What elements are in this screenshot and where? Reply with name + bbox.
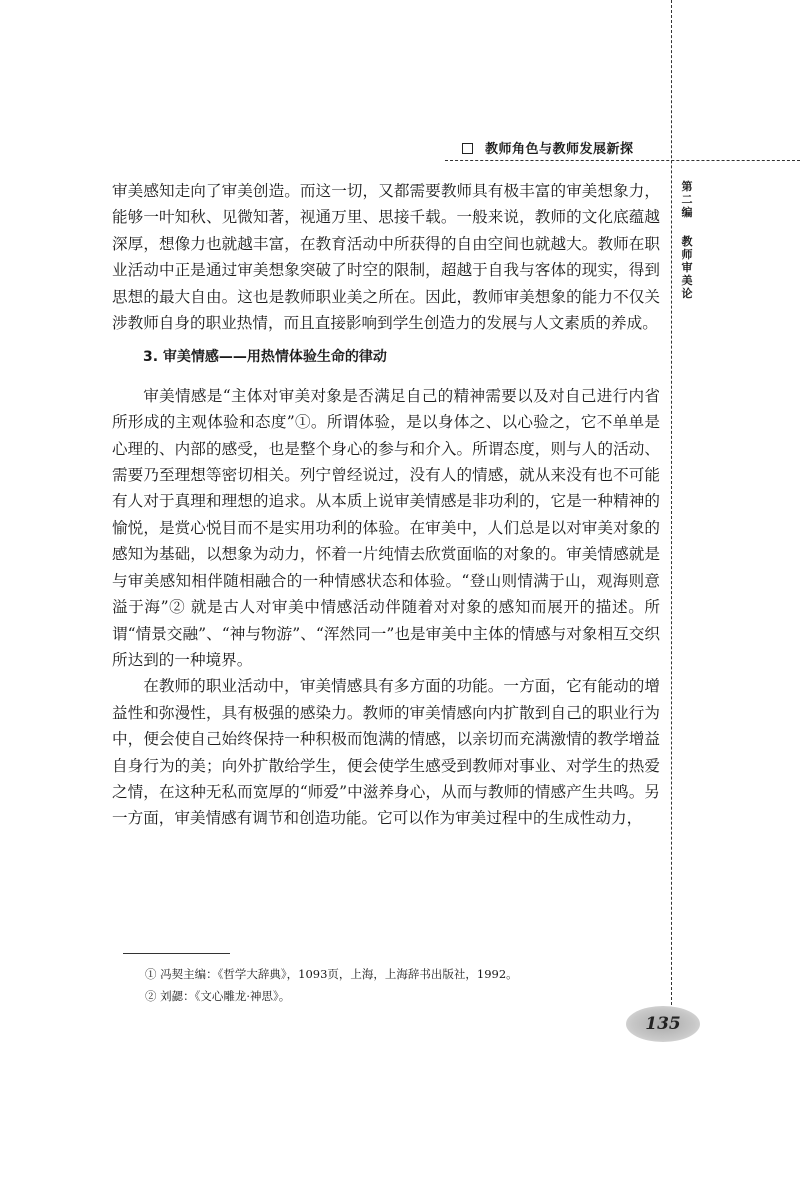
header-dashed-rule — [445, 160, 800, 161]
side-tab-title-char: 论 — [681, 287, 693, 300]
side-tab-part-char: 第 — [681, 180, 693, 193]
footnote: ② 刘勰：《文心雕龙·神思》。 — [145, 989, 291, 1003]
running-title: 教师角色与教师发展新探 — [485, 142, 634, 157]
side-tab-title-char: 师 — [681, 248, 693, 261]
section-heading: 3. 审美情感——用热情体验生命的律动 — [143, 349, 387, 366]
paragraph: 审美情感是“主体对审美对象是否满足自己的精神需要以及对自己进行内省所形成的主观体验和态度”①。所谓体验，是以身体之、以心验之，它不单单是心理的、内部的感受，也是整个身心的参与和介入。所谓态度，则与人的活动、需要乃至理想等密切相关。列宁曾经说过，没有人的情感，就从来没有也不可能有人对于真理和理想的追求。从本质上说审美情感是非功利的，它是一种精神的愉悦，是赏心悦目而不是实用功利的体验。在审美中，人们总是以对审美对象的感知为基础，以想象为动力，怀着一片纯情去欣赏面临的对象的。审美情感就是与审美感知相伴随相融合的一种情感状态和体验。“登山则情满于山，观海则意溢于海”② 就是古人对审美中情感活动伴随着对对象的感知而展开的描述。所谓“情景交融”、“神与物游”、“浑然同一”也是审美中主体的情感与对象相互交织所达到的一种境界。 — [112, 386, 660, 669]
side-tab-part-char: 编 — [681, 206, 693, 219]
body-text — [112, 178, 660, 832]
paragraph: 在教师的职业活动中，审美情感具有多方面的功能。一方面，它有能动的增益性和弥漫性，具有极强的感染力。教师的审美情感向内扩散到自己的职业行为中，便会使自己始终保持一种积极而饱满的情感，以亲切而充满激情的教学增益自身行为的美；向外扩散给学生，便会使学生感受到教师对事业、对学生的热爱之情，在这种无私而宽厚的“师爱”中滋养身心，从而与教师的情感产生共鸣。另一方面，审美情感有调节和创造功能。它可以作为审美过程中的生成性动力， — [112, 677, 660, 828]
page-number-badge — [626, 1006, 700, 1042]
side-tab-title-char: 美 — [681, 274, 693, 287]
side-tab-part-char: 二 — [681, 193, 693, 206]
side-tab-title-char: 教 — [681, 235, 693, 248]
running-header — [462, 138, 682, 157]
footnote: ① 冯契主编：《哲学大辞典》，1093页，上海，上海辞书出版社，1992。 — [145, 967, 518, 981]
side-tab-title-char: 审 — [681, 261, 693, 274]
footnote-rule — [123, 953, 230, 954]
margin-dashed-rule — [671, 0, 672, 1010]
page-number: 135 — [645, 1014, 681, 1034]
footnotes — [145, 963, 645, 1007]
side-tab — [676, 180, 698, 300]
square-bullet-icon — [462, 143, 473, 154]
paragraph: 审美感知走向了审美创造。而这一切，又都需要教师具有极丰富的审美想象力，能够一叶知秋、见微知著，视通万里、思接千载。一般来说，教师的文化底蕴越深厚，想像力也就越丰富，在教育活动中所获得的自由空间也就越大。教师在职业活动中正是通过审美想象突破了时空的限制，超越于自我与客体的现实，得到思想的最大自由。这也是教师职业美之所在。因此，教师审美想象的能力不仅关涉教师自身的职业热情，而且直接影响到学生创造力的发展与人文素质的养成。 — [112, 182, 660, 333]
